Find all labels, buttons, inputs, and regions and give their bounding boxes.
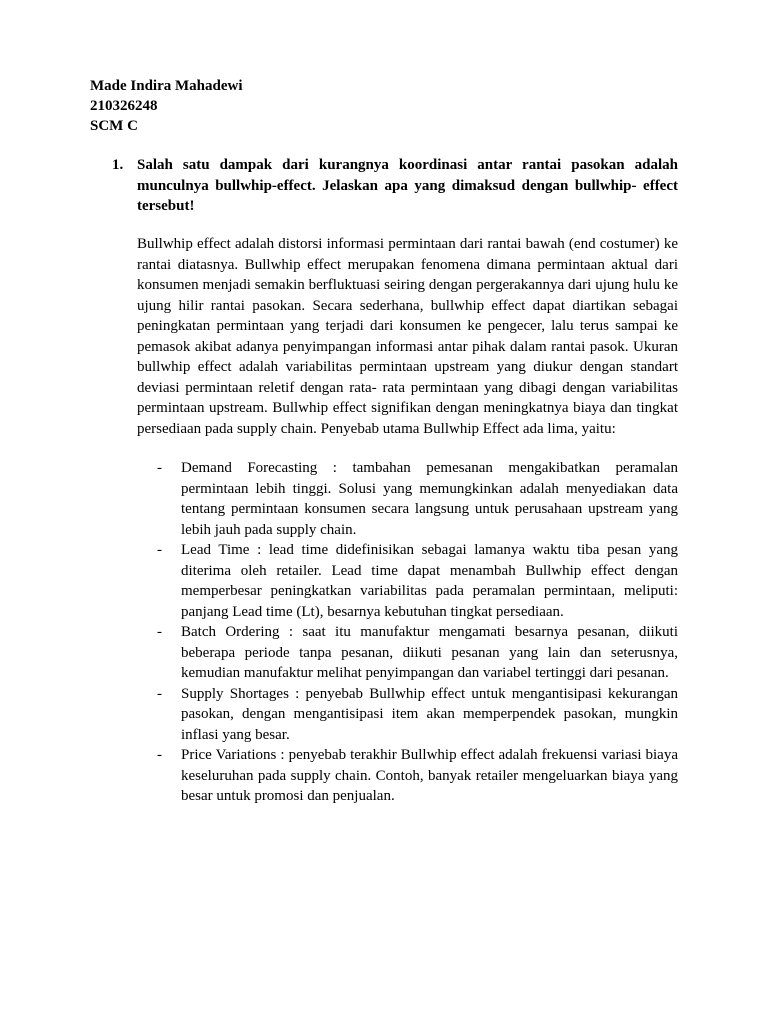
list-item xyxy=(157,622,678,684)
author-name: Made Indira Mahadewi xyxy=(90,78,243,94)
bullet-dash: - xyxy=(157,747,162,763)
cause-price-variations: Price Variations : penyebab terakhir Bullwhip effect adalah frekuensi variasi biaya keseluruhan pada supply chain. Contoh, banyak retailer mengeluarkan biaya yang besar untuk promosi dan penjualan. xyxy=(181,747,678,804)
question-number: 1. xyxy=(112,157,124,173)
question-text: Salah satu dampak dari kurangnya koordinasi antar rantai pasokan adalah munculnya bullwhip-effect. Jelaskan apa yang dimaksud dengan bullwhip- effect tersebut! xyxy=(137,157,678,214)
list-item xyxy=(157,745,678,807)
bullet-dash: - xyxy=(157,542,162,558)
answer-paragraph: Bullwhip effect adalah distorsi informasi permintaan dari rantai bawah (end costumer) ke rantai diatasnya. Bullwhip effect merupakan fenomena dimana permintaan aktual dari konsumen menjadi semakin berfluktuasi seiring dengan pergerakannya dari ujung hulu ke ujung hilir rantai pasokan. Secara sederhana, bullwhip effect dapat diartikan sebagai peningkatan permintaan yang terjadi dari konsumen ke pengecer, lalu terus sampai ke pemasok akibat adanya penyimpangan informasi antar pihak dalam rantai pasok. Ukuran bullwhip effect adalah variabilitas permintaan upstream yang diukur dengan standart deviasi permintaan reletif dengan rata- rata permintaan yang dibagi dengan variabilitas permintaan upstream. Bullwhip effect signifikan dengan meningkatnya biaya dan tingkat persediaan pada supply chain. Penyebab utama Bullwhip Effect ada lima, yaitu: xyxy=(137,236,678,437)
cause-supply-shortages: Supply Shortages : penyebab Bullwhip effect untuk mengantisipasi kekurangan pasokan, dengan mengantisipasi item akan memperpendek pasokan, mungkin inflasi yang besar. xyxy=(181,685,678,743)
class-label: SCM C xyxy=(90,118,138,134)
list-item xyxy=(157,540,678,622)
list-item xyxy=(157,684,678,746)
causes-list xyxy=(157,458,678,807)
cause-demand-forecasting: Demand Forecasting : tambahan pemesanan mengakibatkan peramalan permintaan lebih tinggi. Solusi yang memungkinkan adalah menyediakan data tentang permintaan konsumen secara langsung untuk perusahaan upstream yang lebih jauh pada supply chain. xyxy=(181,460,678,538)
bullet-dash: - xyxy=(157,685,162,702)
cause-lead-time: Lead Time : lead time didefinisikan sebagai lamanya waktu tiba pesan yang diterima oleh retailer. Lead time dapat menambah Bullwhip effect dengan memperbesar peningkatkan variabilitas pada peramalan permintaan, meliputi: panjang Lead time (Lt), besarnya kebutuhan tingkat persediaan. xyxy=(181,542,678,620)
document-header xyxy=(90,76,243,136)
question-1 xyxy=(112,155,678,217)
cause-batch-ordering: Batch Ordering : saat itu manufaktur mengamati besarnya pesanan, diikuti beberapa periode tanpa pesanan, diikuti pesanan yang lain dan seterusnya, kemudian manufaktur melihat penyimpangan dan variabel tertinggi dari pesanan. xyxy=(181,624,678,681)
bullet-dash: - xyxy=(157,624,162,640)
bullet-dash: - xyxy=(157,460,162,476)
student-id: 210326248 xyxy=(90,98,158,114)
list-item xyxy=(157,458,678,540)
